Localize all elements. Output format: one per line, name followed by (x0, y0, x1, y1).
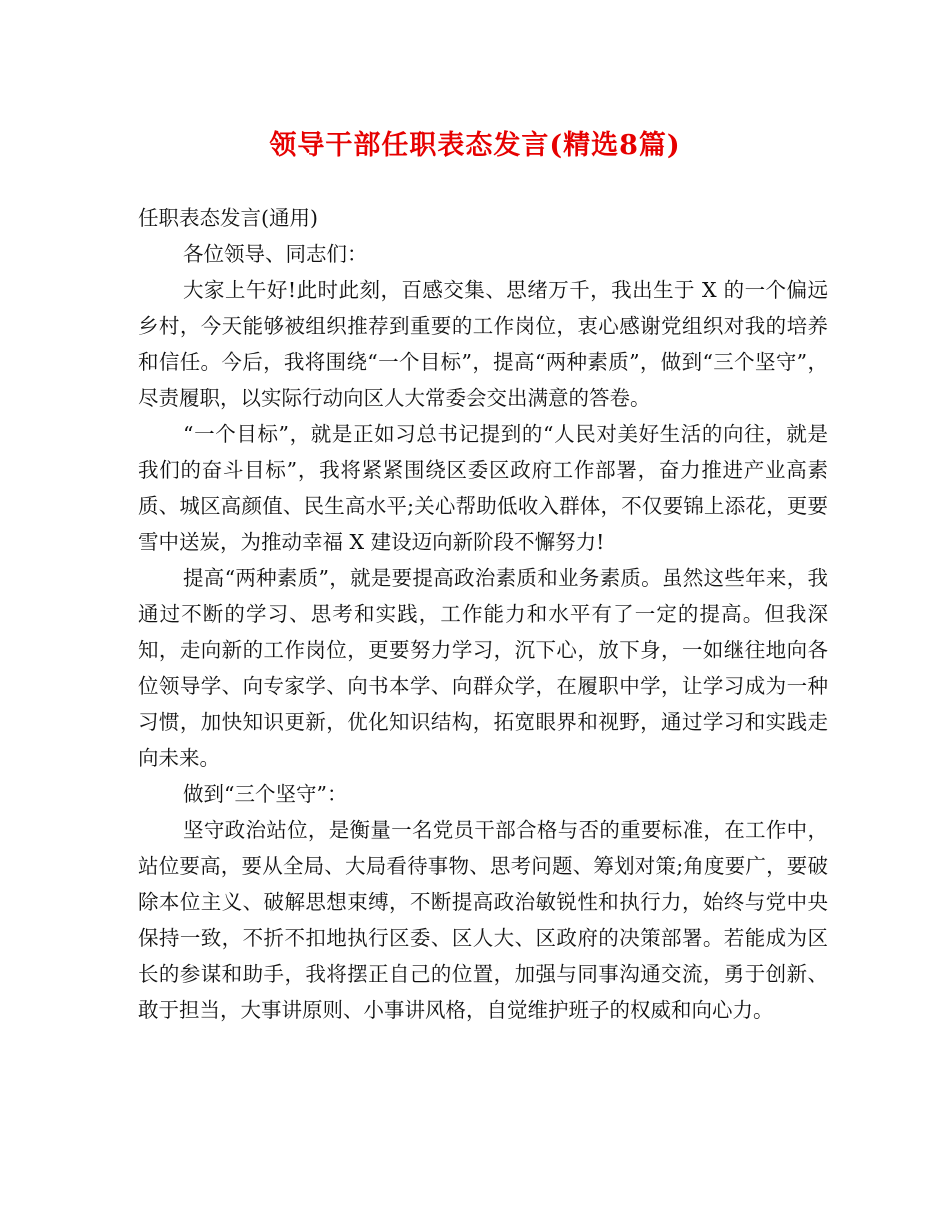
goal-paragraph: “一个目标”，就是正如习总书记提到的“人民对美好生活的向往，就是我们的奋斗目标”，我将紧紧围绕区委区政府工作部署，奋力推进产业高素质、城区高颜值、民生高水平;关心帮助低收入群体，不仅要锦上添花，更要雪中送炭，为推动幸福 X 建设迈向新阶段不懈努力! (138, 422, 828, 554)
quality-paragraph: 提高“两种素质”，就是要提高政治素质和业务素质。虽然这些年来，我通过不断的学习、思考和实践，工作能力和水平有了一定的提高。但我深知，走向新的工作岗位，更要努力学习，沉下心，放下身，一如继往地向各位领导学、向专家学、向书本学、向群众学，在履职中学，让学习成为一种习惯，加快知识更新，优化知识结构，拓宽眼界和视野，通过学习和实践走向未来。 (138, 566, 828, 770)
three-adherences-heading: 做到“三个坚守”： (183, 782, 348, 806)
opening-paragraph: 大家上午好!此时此刻，百感交集、思绪万千，我出生于 X 的一个偏远乡村，今天能够被组织推荐到重要的工作岗位，衷心感谢党组织对我的培养和信任。今后，我将围绕“一个目标”，提高“两种素质”，做到“三个坚守”，尽责履职，以实际行动向区人大常委会交出满意的答卷。 (138, 278, 828, 410)
salutation-paragraph: 各位领导、同志们： (183, 242, 368, 266)
section-heading: 任职表态发言(通用) (138, 206, 318, 230)
document-body (138, 200, 828, 1028)
political-stance-paragraph: 坚守政治站位，是衡量一名党员干部合格与否的重要标准，在工作中，站位要高，要从全局、大局看待事物、思考问题、筹划对策;角度要广，要破除本位主义、破解思想束缚，不断提高政治敏锐性和执行力，始终与党中央保持一致，不折不扣地执行区委、区人大、区政府的决策部署。若能成为区长的参谋和助手，我将摆正自己的位置，加强与同事沟通交流，勇于创新、敢于担当，大事讲原则、小事讲风格，自觉维护班子的权威和向心力。 (138, 818, 828, 1022)
document-title: 领导干部任职表态发言(精选8篇) (269, 130, 681, 161)
